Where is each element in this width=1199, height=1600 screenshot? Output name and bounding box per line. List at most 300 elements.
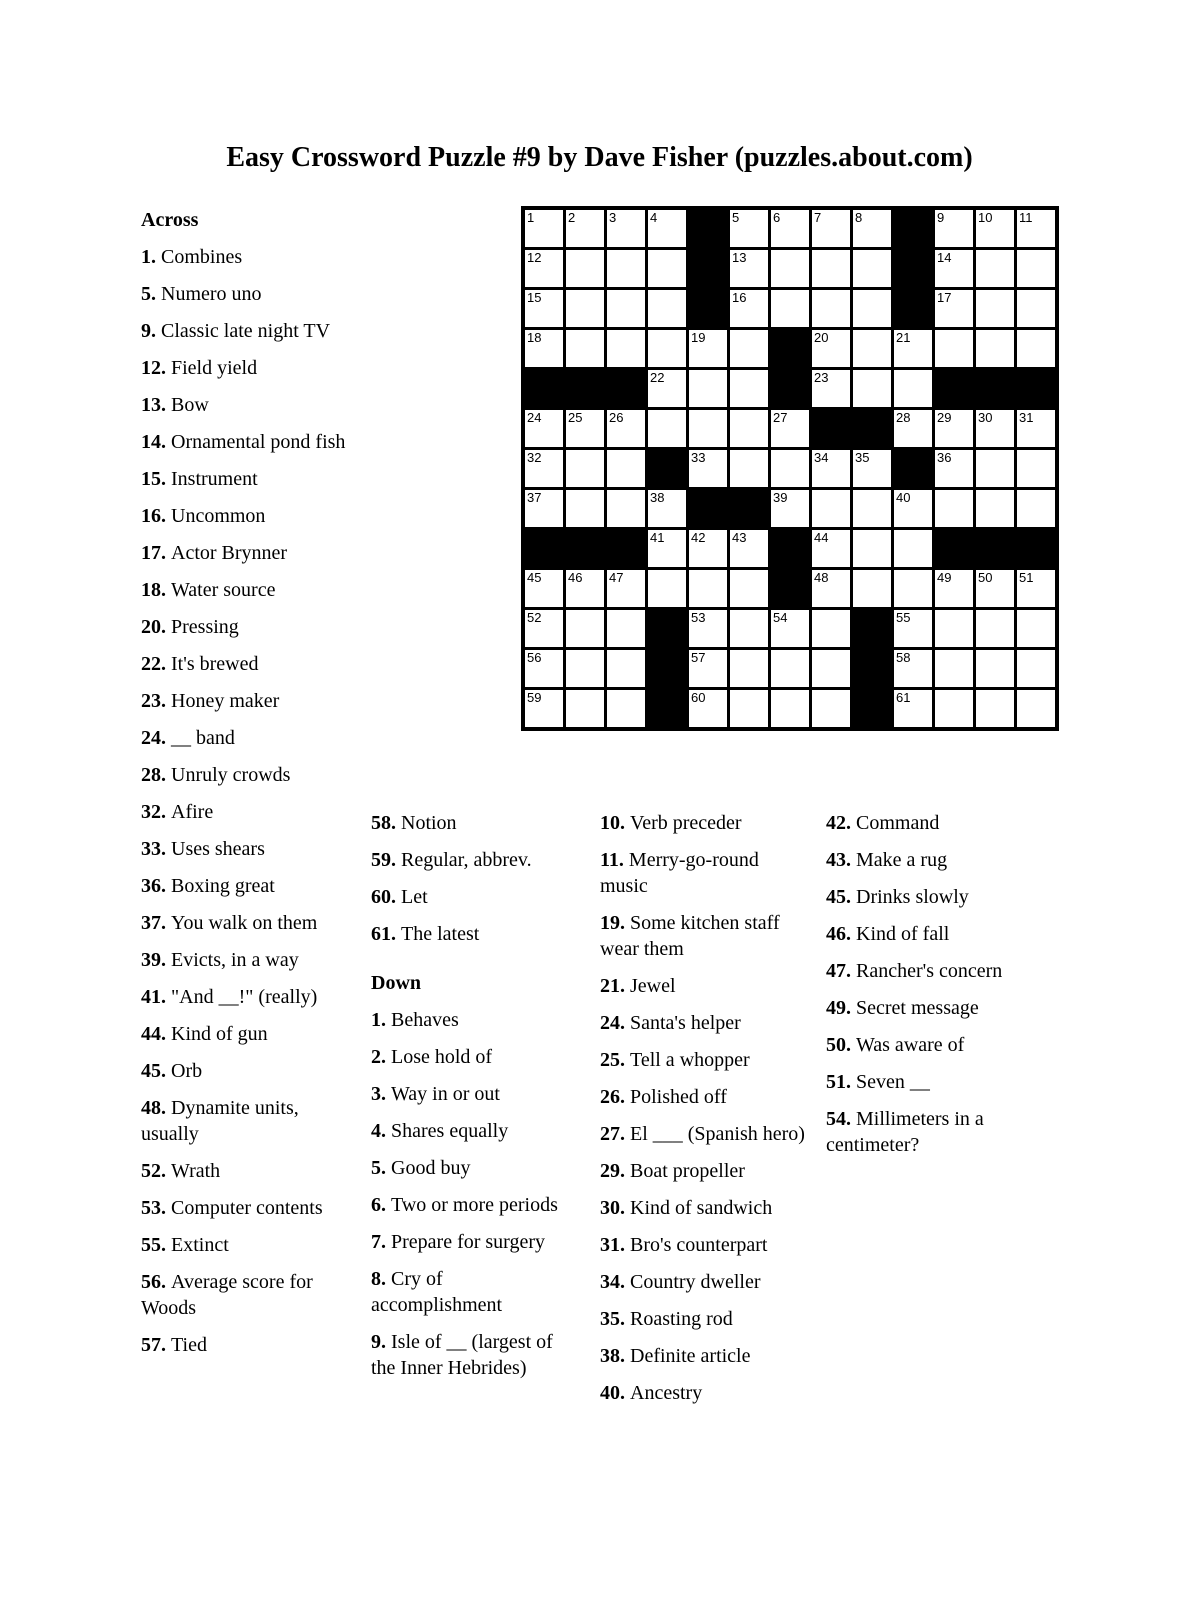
grid-cell-white: [1017, 490, 1055, 527]
grid-cell-black: [771, 330, 809, 367]
grid-cell-white: [894, 490, 932, 527]
grid-cell-white: [566, 210, 604, 247]
clue-item: 44. Kind of gun: [141, 1023, 268, 1045]
cell-number: 47: [609, 570, 624, 585]
grid-cell-white: [935, 330, 973, 367]
clue-number: 22.: [141, 653, 171, 675]
grid-cell-white: [566, 250, 604, 287]
clue-item: 1. Behaves: [371, 1009, 459, 1031]
clue-item: 31. Bro's counterpart: [600, 1234, 768, 1256]
grid-cell-black: [894, 210, 932, 247]
clue-item: 52. Wrath: [141, 1160, 221, 1182]
clue-number: 10.: [600, 812, 630, 834]
clue-item: 49. Secret message: [826, 997, 979, 1019]
grid-cell-white: [935, 210, 973, 247]
grid-cell-white: [525, 490, 563, 527]
cell-number: 58: [896, 650, 911, 665]
cell-number: 31: [1019, 410, 1034, 425]
cell-number: 37: [527, 490, 542, 505]
grid-cell-white: [976, 570, 1014, 607]
clue-number: 24.: [141, 727, 171, 749]
clue-number: 60.: [371, 886, 401, 908]
cell-number: 35: [855, 450, 870, 465]
grid-cell-white: [607, 450, 645, 487]
cell-number: 32: [527, 450, 542, 465]
clue-item: 36. Boxing great: [141, 875, 275, 897]
grid-cell-white: [812, 450, 850, 487]
cell-number: 23: [814, 370, 829, 385]
cell-number: 1: [527, 210, 535, 225]
clue-column: [600, 810, 807, 1417]
grid-cell-white: [648, 490, 686, 527]
grid-cell-black: [525, 370, 563, 407]
grid-cell-white: [525, 450, 563, 487]
cell-number: 38: [650, 490, 665, 505]
grid-cell-white: [730, 650, 768, 687]
clue-item: 47. Rancher's concern: [826, 960, 1003, 982]
clue-item: 5. Good buy: [371, 1157, 471, 1179]
cell-number: 51: [1019, 570, 1034, 585]
grid-cell-white: [935, 450, 973, 487]
clue-number: 3.: [371, 1083, 391, 1105]
grid-cell-white: [853, 250, 891, 287]
grid-cell-white: [730, 210, 768, 247]
grid-cell-white: [812, 330, 850, 367]
cell-number: 19: [691, 330, 706, 345]
across-header: Across: [141, 209, 199, 231]
grid-cell-white: [1017, 610, 1055, 647]
clue-item: 48. Dynamite units, usually: [141, 1097, 299, 1145]
grid-cell-white: [812, 690, 850, 727]
grid-cell-black: [894, 450, 932, 487]
grid-cell-black: [935, 530, 973, 567]
grid-cell-black: [607, 530, 645, 567]
grid-cell-white: [976, 490, 1014, 527]
grid-cell-white: [607, 210, 645, 247]
cell-number: 42: [691, 530, 706, 545]
cell-number: 56: [527, 650, 542, 665]
grid-cell-white: [853, 450, 891, 487]
cell-number: 2: [568, 210, 576, 225]
cell-number: 29: [937, 410, 952, 425]
clue-item: 57. Tied: [141, 1334, 207, 1356]
grid-cell-black: [935, 370, 973, 407]
clue-item: 41. "And __!" (really): [141, 986, 318, 1008]
clue-item: 37. You walk on them: [141, 912, 318, 934]
grid-cell-white: [894, 330, 932, 367]
clue-item: 45. Drinks slowly: [826, 886, 969, 908]
grid-cell-white: [566, 570, 604, 607]
grid-cell-white: [566, 410, 604, 447]
grid-cell-black: [730, 490, 768, 527]
clue-number: 30.: [600, 1197, 630, 1219]
clue-item: 22. It's brewed: [141, 653, 259, 675]
grid-cell-white: [607, 250, 645, 287]
grid-cell-white: [935, 650, 973, 687]
grid-cell-black: [976, 370, 1014, 407]
grid-cell-white: [607, 490, 645, 527]
grid-cell-white: [525, 690, 563, 727]
clue-item: 11. Merry-go-round music: [600, 849, 759, 897]
clue-number: 42.: [826, 812, 856, 834]
grid-cell-white: [812, 530, 850, 567]
clue-item: 28. Unruly crowds: [141, 764, 291, 786]
clue-item: 32. Afire: [141, 801, 214, 823]
cell-number: 40: [896, 490, 911, 505]
clue-number: 57.: [141, 1334, 171, 1356]
grid-cell-white: [689, 610, 727, 647]
clue-item: 50. Was aware of: [826, 1034, 965, 1056]
cell-number: 18: [527, 330, 542, 345]
cell-number: 52: [527, 610, 542, 625]
grid-cell-white: [607, 570, 645, 607]
clue-number: 55.: [141, 1234, 171, 1256]
clue-item: 29. Boat propeller: [600, 1160, 745, 1182]
clue-number: 23.: [141, 690, 171, 712]
clue-section: [371, 810, 573, 947]
clue-item: 60. Let: [371, 886, 428, 908]
cell-number: 12: [527, 250, 542, 265]
clue-section: [371, 970, 573, 1381]
grid-cell-white: [976, 210, 1014, 247]
clue-number: 17.: [141, 542, 171, 564]
cell-number: 9: [937, 210, 945, 225]
cell-number: 13: [732, 250, 747, 265]
clue-item: 46. Kind of fall: [826, 923, 950, 945]
grid-cell-white: [689, 330, 727, 367]
grid-cell-white: [607, 330, 645, 367]
grid-cell-white: [853, 210, 891, 247]
grid-cell-white: [976, 650, 1014, 687]
clue-item: 56. Average score for Woods: [141, 1271, 313, 1319]
clue-number: 32.: [141, 801, 171, 823]
grid-cell-white: [689, 690, 727, 727]
grid-cell-black: [812, 410, 850, 447]
grid-cell-black: [771, 570, 809, 607]
clue-item: 26. Polished off: [600, 1086, 727, 1108]
clue-number: 9.: [371, 1331, 391, 1353]
grid-cell-white: [771, 650, 809, 687]
clue-number: 8.: [371, 1268, 391, 1290]
grid-cell-white: [607, 650, 645, 687]
clue-number: 6.: [371, 1194, 391, 1216]
grid-cell-white: [607, 410, 645, 447]
clue-item: 24. Santa's helper: [600, 1012, 741, 1034]
grid-cell-white: [730, 690, 768, 727]
grid-cell-black: [853, 690, 891, 727]
clue-section: [600, 810, 807, 1406]
cell-number: 44: [814, 530, 829, 545]
grid-cell-white: [525, 330, 563, 367]
grid-cell-white: [894, 690, 932, 727]
clue-item: 1. Combines: [141, 246, 243, 268]
grid-cell-white: [812, 610, 850, 647]
clue-item: 53. Computer contents: [141, 1197, 323, 1219]
grid-cell-white: [1017, 210, 1055, 247]
clue-number: 53.: [141, 1197, 171, 1219]
clue-number: 31.: [600, 1234, 630, 1256]
clue-number: 35.: [600, 1308, 630, 1330]
grid-cell-white: [525, 610, 563, 647]
crossword-grid: [521, 206, 1059, 731]
clue-number: 41.: [141, 986, 171, 1008]
clue-number: 1.: [141, 246, 161, 268]
clue-number: 33.: [141, 838, 171, 860]
grid-cell-white: [648, 250, 686, 287]
cell-number: 3: [609, 210, 617, 225]
cell-number: 57: [691, 650, 706, 665]
clue-item: 9. Classic late night TV: [141, 320, 331, 342]
grid-cell-white: [976, 410, 1014, 447]
clue-item: 8. Cry of accomplishment: [371, 1268, 503, 1316]
clue-item: 40. Ancestry: [600, 1382, 703, 1404]
cell-number: 43: [732, 530, 747, 545]
grid-cell-black: [1017, 370, 1055, 407]
grid-cell-white: [525, 410, 563, 447]
grid-cell-white: [976, 450, 1014, 487]
clue-number: 43.: [826, 849, 856, 871]
clue-item: 18. Water source: [141, 579, 276, 601]
grid-cell-white: [935, 690, 973, 727]
grid-cell-black: [566, 530, 604, 567]
grid-cell-white: [607, 290, 645, 327]
cell-number: 21: [896, 330, 911, 345]
clue-number: 2.: [371, 1046, 391, 1068]
cell-number: 22: [650, 370, 665, 385]
grid-cell-white: [648, 570, 686, 607]
clue-item: 9. Isle of __ (largest of the Inner Hebrides): [371, 1331, 553, 1379]
down-header: Down: [371, 972, 422, 994]
cell-number: 5: [732, 210, 740, 225]
clue-item: 13. Bow: [141, 394, 209, 416]
grid-cell-white: [935, 410, 973, 447]
clue-number: 28.: [141, 764, 171, 786]
cell-number: 45: [527, 570, 542, 585]
clue-number: 49.: [826, 997, 856, 1019]
grid-cell-white: [771, 450, 809, 487]
grid-cell-white: [771, 410, 809, 447]
clue-item: 3. Way in or out: [371, 1083, 500, 1105]
grid-cell-white: [853, 490, 891, 527]
grid-cell-black: [771, 370, 809, 407]
cell-number: 15: [527, 290, 542, 305]
clue-number: 37.: [141, 912, 171, 934]
grid-cell-black: [607, 370, 645, 407]
grid-cell-white: [566, 650, 604, 687]
clue-number: 36.: [141, 875, 171, 897]
grid-cell-white: [1017, 250, 1055, 287]
clue-item: 59. Regular, abbrev.: [371, 849, 532, 871]
clue-item: 33. Uses shears: [141, 838, 265, 860]
grid-cell-white: [689, 450, 727, 487]
grid-cell-black: [648, 610, 686, 647]
grid-cell-white: [935, 250, 973, 287]
cell-number: 33: [691, 450, 706, 465]
clue-item: 27. El ___ (Spanish hero): [600, 1123, 805, 1145]
clue-item: 15. Instrument: [141, 468, 258, 490]
grid-cell-white: [976, 330, 1014, 367]
clue-number: 18.: [141, 579, 171, 601]
clue-number: 19.: [600, 912, 630, 934]
clue-number: 50.: [826, 1034, 856, 1056]
grid-cell-black: [853, 610, 891, 647]
cell-number: 60: [691, 690, 706, 705]
clue-item: 42. Command: [826, 812, 940, 834]
grid-cell-black: [525, 530, 563, 567]
grid-cell-white: [812, 570, 850, 607]
clue-column: [141, 207, 351, 1369]
grid-cell-white: [812, 490, 850, 527]
cell-number: 11: [1019, 210, 1033, 225]
grid-cell-black: [648, 450, 686, 487]
grid-cell-white: [730, 330, 768, 367]
clue-number: 46.: [826, 923, 856, 945]
clue-number: 7.: [371, 1231, 391, 1253]
grid-cell-white: [812, 370, 850, 407]
clue-number: 5.: [371, 1157, 391, 1179]
clue-item: 7. Prepare for surgery: [371, 1231, 546, 1253]
cell-number: 55: [896, 610, 911, 625]
clue-number: 14.: [141, 431, 171, 453]
grid-cell-white: [525, 250, 563, 287]
clue-item: 14. Ornamental pond fish: [141, 431, 346, 453]
grid-cell-white: [894, 650, 932, 687]
clue-item: 16. Uncommon: [141, 505, 266, 527]
cell-number: 20: [814, 330, 829, 345]
grid-cell-black: [771, 530, 809, 567]
clue-number: 12.: [141, 357, 171, 379]
grid-cell-white: [976, 610, 1014, 647]
clue-item: 23. Honey maker: [141, 690, 280, 712]
clue-number: 38.: [600, 1345, 630, 1367]
clue-number: 26.: [600, 1086, 630, 1108]
grid-cell-white: [894, 410, 932, 447]
clue-item: 45. Orb: [141, 1060, 203, 1082]
grid-cell-white: [689, 370, 727, 407]
grid-cell-white: [607, 690, 645, 727]
grid-cell-black: [853, 410, 891, 447]
grid-cell-white: [648, 290, 686, 327]
grid-cell-white: [607, 610, 645, 647]
grid-cell-black: [689, 250, 727, 287]
grid-cell-white: [812, 290, 850, 327]
cell-number: 10: [978, 210, 993, 225]
grid-cell-black: [689, 210, 727, 247]
clue-number: 54.: [826, 1108, 856, 1130]
clue-item: 61. The latest: [371, 923, 480, 945]
grid-cell-black: [689, 490, 727, 527]
grid-cell-white: [525, 210, 563, 247]
cell-number: 49: [937, 570, 952, 585]
grid-cell-white: [853, 330, 891, 367]
clue-item: 17. Actor Brynner: [141, 542, 288, 564]
clue-number: 47.: [826, 960, 856, 982]
clue-number: 61.: [371, 923, 401, 945]
grid-cell-white: [730, 370, 768, 407]
clue-item: 6. Two or more periods: [371, 1194, 558, 1216]
clue-number: 34.: [600, 1271, 630, 1293]
grid-cell-white: [976, 690, 1014, 727]
grid-cell-black: [894, 250, 932, 287]
grid-cell-white: [730, 250, 768, 287]
grid-cell-black: [689, 290, 727, 327]
cell-number: 24: [527, 410, 542, 425]
grid-cell-white: [689, 570, 727, 607]
cell-number: 16: [732, 290, 747, 305]
clue-number: 58.: [371, 812, 401, 834]
grid-cell-black: [648, 650, 686, 687]
clue-item: 5. Numero uno: [141, 283, 262, 305]
grid-cell-black: [853, 650, 891, 687]
clue-number: 45.: [826, 886, 856, 908]
clue-number: 15.: [141, 468, 171, 490]
clue-number: 5.: [141, 283, 161, 305]
cell-number: 41: [650, 530, 665, 545]
clue-number: 51.: [826, 1071, 856, 1093]
clue-number: 40.: [600, 1382, 630, 1404]
grid-cell-white: [689, 650, 727, 687]
page-title: Easy Crossword Puzzle #9 by Dave Fisher (puzzles.about.com): [226, 142, 973, 173]
grid-cell-white: [771, 250, 809, 287]
clue-item: 2. Lose hold of: [371, 1046, 493, 1068]
grid-cell-white: [648, 330, 686, 367]
grid-cell-white: [566, 690, 604, 727]
grid-cell-white: [566, 290, 604, 327]
cell-number: 6: [773, 210, 781, 225]
grid-cell-white: [935, 290, 973, 327]
clue-item: 25. Tell a whopper: [600, 1049, 750, 1071]
cell-number: 14: [937, 250, 952, 265]
grid-cell-white: [730, 410, 768, 447]
grid-cell-white: [894, 570, 932, 607]
grid-cell-white: [935, 570, 973, 607]
grid-cell-white: [730, 610, 768, 647]
clue-number: 59.: [371, 849, 401, 871]
grid-cell-white: [730, 530, 768, 567]
clue-column: [371, 810, 573, 1392]
clue-item: 19. Some kitchen staff wear them: [600, 912, 780, 960]
clue-item: 51. Seven __: [826, 1071, 930, 1093]
grid-cell-white: [1017, 450, 1055, 487]
clue-item: 54. Millimeters in a centimeter?: [826, 1108, 984, 1156]
grid-cell-white: [935, 490, 973, 527]
grid-cell-black: [1017, 530, 1055, 567]
clue-item: 24. __ band: [141, 727, 235, 749]
grid-cell-black: [566, 370, 604, 407]
clue-item: 34. Country dweller: [600, 1271, 761, 1293]
clue-number: 45.: [141, 1060, 171, 1082]
clue-section: [141, 207, 351, 1358]
clue-number: 1.: [371, 1009, 391, 1031]
clue-item: 4. Shares equally: [371, 1120, 509, 1142]
grid-cell-white: [730, 570, 768, 607]
cell-number: 50: [978, 570, 993, 585]
clue-number: 16.: [141, 505, 171, 527]
grid-cell-white: [1017, 650, 1055, 687]
clue-number: 48.: [141, 1097, 171, 1119]
grid-cell-white: [566, 610, 604, 647]
cell-number: 7: [814, 210, 822, 225]
grid-cell-white: [853, 290, 891, 327]
clue-number: 24.: [600, 1012, 630, 1034]
grid-cell-white: [648, 530, 686, 567]
clue-number: 13.: [141, 394, 171, 416]
clue-number: 9.: [141, 320, 161, 342]
cell-number: 8: [855, 210, 863, 225]
grid-cell-white: [894, 530, 932, 567]
clue-column: [826, 810, 1026, 1169]
cell-number: 34: [814, 450, 829, 465]
